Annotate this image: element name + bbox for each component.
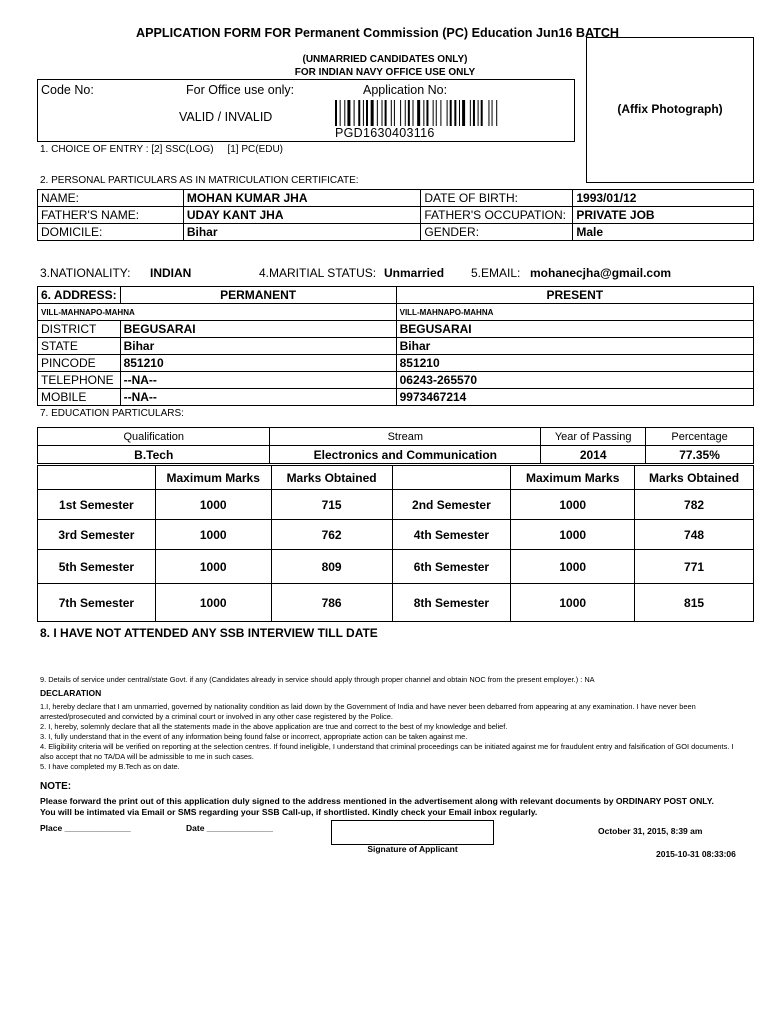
barcode [335, 100, 565, 126]
max-marks: 1000 [511, 584, 635, 622]
form-title: APPLICATION FORM FOR Permanent Commission (PC) Education Jun16 BATCH [136, 26, 620, 40]
nationality-label: 3.NATIONALITY: [40, 266, 131, 280]
education-heading: 7. EDUCATION PARTICULARS: [40, 408, 184, 419]
address-label: 6. ADDRESS: [38, 287, 121, 304]
table-row [38, 490, 754, 520]
table-row [38, 520, 754, 550]
note-title: NOTE: [40, 781, 72, 792]
table-row [38, 446, 754, 464]
max-marks: 1000 [155, 550, 271, 584]
father-occupation-label: FATHER'S OCCUPATION: [421, 207, 573, 224]
note-text: Please forward the print out of this application duly signed to the address mentioned in the advertisement along with relevant documents by ORDINARY POST ONLY. You will be intimated via Email or SMS regarding your SSB Call-up, if shortlisted. Kindly check your Email inbox regularly. [40, 796, 714, 817]
ssb-statement: 8. I HAVE NOT ATTENDED ANY SSB INTERVIEW TILL DATE [40, 626, 378, 640]
max-marks: 1000 [511, 490, 635, 520]
mobile-label: MOBILE [38, 389, 121, 406]
gender-label: GENDER: [421, 224, 573, 241]
table-row [38, 321, 754, 338]
choice-of-entry: 1. CHOICE OF ENTRY : [2] SSC(LOG) [1] PC(EDU) [40, 144, 284, 155]
table-row [38, 224, 754, 241]
declaration-title: DECLARATION [40, 688, 102, 698]
mobile-present: 9973467214 [396, 389, 753, 406]
stream-header: Stream [270, 428, 541, 446]
blank-cell [38, 466, 156, 490]
marital-status-value: Unmarried [384, 266, 445, 280]
signature-label: Signature of Applicant [367, 844, 458, 854]
declaration-body [40, 702, 740, 772]
subtitle-office-use: FOR INDIAN NAVY OFFICE USE ONLY [294, 67, 476, 78]
declaration-line: 5. I have completed my B.Tech as on date. [40, 762, 180, 771]
marks-obtained: 815 [635, 584, 754, 622]
marks-obtained: 748 [635, 520, 754, 550]
code-no-label: Code No: [41, 83, 94, 97]
mobile-permanent: --NA-- [120, 389, 396, 406]
max-marks-header: Maximum Marks [155, 466, 271, 490]
table-row [38, 304, 754, 321]
timestamp: 2015-10-31 08:33:06 [656, 849, 736, 859]
semester-label: 1st Semester [38, 490, 156, 520]
max-marks: 1000 [511, 550, 635, 584]
table-row [38, 287, 754, 304]
father-name-label: FATHER'S NAME: [38, 207, 184, 224]
max-marks: 1000 [155, 584, 271, 622]
service-details: 9. Details of service under central/state Govt. if any (Candidates already in service should apply through proper channel and obtain NOC from the present employer.) : NA [40, 675, 595, 684]
dob-value: 1993/01/12 [573, 190, 754, 207]
declaration-line: 2. I, hereby, solemnly declare that all the statements made in the above application are true and correct to the best of my knowledge and belief. [40, 722, 508, 731]
signature-box [331, 820, 494, 845]
application-number: PGD1630403116 [335, 126, 435, 140]
photo-label: (Affix Photograph) [617, 102, 723, 116]
district-label: DISTRICT [38, 321, 121, 338]
domicile-label: DOMICILE: [38, 224, 184, 241]
qualification-value: B.Tech [38, 446, 270, 464]
table-row [38, 190, 754, 207]
semester-label: 3rd Semester [38, 520, 156, 550]
permanent-village: VILL-MAHNAPO-MAHNA [38, 304, 397, 321]
gender-value: Male [573, 224, 754, 241]
state-permanent: Bihar [120, 338, 396, 355]
pincode-present: 851210 [396, 355, 753, 372]
table-row [38, 355, 754, 372]
marks-obtained-header: Marks Obtained [271, 466, 392, 490]
dob-label: DATE OF BIRTH: [421, 190, 573, 207]
address-table [37, 286, 754, 406]
percentage-header: Percentage [646, 428, 754, 446]
valid-invalid-label: VALID / INVALID [179, 110, 273, 124]
date-field: Date ______________ [186, 823, 273, 833]
present-header: PRESENT [396, 287, 753, 304]
email-label: 5.EMAIL: [471, 266, 521, 280]
marks-obtained: 771 [635, 550, 754, 584]
marks-obtained: 809 [271, 550, 392, 584]
marks-obtained: 762 [271, 520, 392, 550]
semester-label: 7th Semester [38, 584, 156, 622]
table-row [38, 338, 754, 355]
semester-label: 5th Semester [38, 550, 156, 584]
marks-obtained-header: Marks Obtained [635, 466, 754, 490]
state-label: STATE [38, 338, 121, 355]
telephone-present: 06243-265570 [396, 372, 753, 389]
semester-label: 6th Semester [392, 550, 511, 584]
domicile-value: Bihar [183, 224, 421, 241]
marks-obtained: 715 [271, 490, 392, 520]
telephone-label: TELEPHONE [38, 372, 121, 389]
qualification-header: Qualification [38, 428, 270, 446]
email-value: mohanecjha@gmail.com [530, 266, 672, 280]
father-name-value: UDAY KANT JHA [183, 207, 421, 224]
personal-heading: 2. PERSONAL PARTICULARS AS IN MATRICULATION CERTIFICATE: [40, 175, 359, 186]
year-value: 2014 [541, 446, 646, 464]
name-value: MOHAN KUMAR JHA [183, 190, 421, 207]
table-row [38, 207, 754, 224]
table-row [38, 389, 754, 406]
district-permanent: BEGUSARAI [120, 321, 396, 338]
marital-status-label: 4.MARITIAL STATUS: [259, 266, 377, 280]
state-present: Bihar [396, 338, 753, 355]
pincode-permanent: 851210 [120, 355, 396, 372]
print-date: October 31, 2015, 8:39 am [598, 826, 703, 836]
marks-obtained: 786 [271, 584, 392, 622]
permanent-header: PERMANENT [120, 287, 396, 304]
present-village: VILL-MAHNAPO-MAHNA [396, 304, 753, 321]
semester-label: 8th Semester [392, 584, 511, 622]
table-row [38, 372, 754, 389]
pincode-label: PINCODE [38, 355, 121, 372]
max-marks: 1000 [511, 520, 635, 550]
declaration-line: 3. I, fully understand that in the event of any information being found false or incorrect, appropriate action can be taken against me. [40, 732, 468, 741]
personal-table [37, 189, 754, 241]
table-row [38, 584, 754, 622]
office-use-box [37, 79, 575, 142]
semester-label: 2nd Semester [392, 490, 511, 520]
place-field: Place ______________ [40, 823, 131, 833]
subtitle-unmarried: (UNMARRIED CANDIDATES ONLY) [302, 54, 468, 65]
marks-table [37, 465, 754, 622]
semester-label: 4th Semester [392, 520, 511, 550]
father-occupation-value: PRIVATE JOB [573, 207, 754, 224]
percentage-value: 77.35% [646, 446, 754, 464]
stream-value: Electronics and Communication [270, 446, 541, 464]
education-table [37, 427, 754, 464]
declaration-line: 4. Eligibility criteria will be verified on reporting at the selection centres. If found ineligible, I understand that criminal proceedings can be initiated against me for fraudulent entry and falsification of GOI documents. I also accept that no TA/DA will be admissible to me in such cases. [40, 742, 734, 761]
max-marks-header: Maximum Marks [511, 466, 635, 490]
office-use-label: For Office use only: [186, 83, 295, 97]
nationality-value: INDIAN [150, 266, 192, 280]
declaration-line: 1.I, hereby declare that I am unmarried, governed by nationality condition as laid down by the Government of India and have never been debarred from appearing at any examination. I have never been arrested/prosecuted and convicted by a criminal court or involved in any other case registered by the Police. [40, 702, 696, 721]
blank-cell [392, 466, 511, 490]
name-label: NAME: [38, 190, 184, 207]
max-marks: 1000 [155, 520, 271, 550]
photo-box [586, 37, 754, 183]
max-marks: 1000 [155, 490, 271, 520]
district-present: BEGUSARAI [396, 321, 753, 338]
table-row [38, 550, 754, 584]
table-row [38, 466, 754, 490]
table-row [38, 428, 754, 446]
marks-obtained: 782 [635, 490, 754, 520]
application-no-label: Application No: [363, 83, 448, 97]
year-header: Year of Passing [541, 428, 646, 446]
telephone-permanent: --NA-- [120, 372, 396, 389]
